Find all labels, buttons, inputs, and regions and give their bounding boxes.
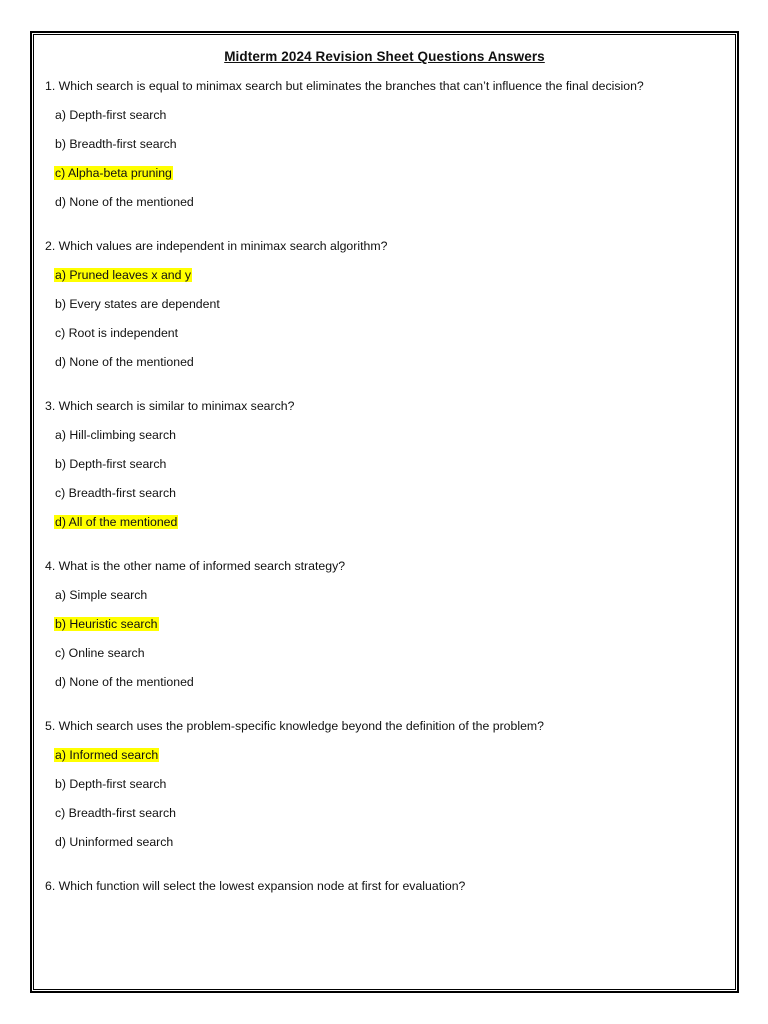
answer-option bbox=[54, 428, 727, 443]
question-block bbox=[45, 879, 727, 894]
answer-option-label: a) Pruned leaves x and y bbox=[55, 268, 192, 282]
answer-option-highlighted bbox=[54, 268, 727, 283]
question-text: 2. Which values are independent in minimax search algorithm? bbox=[45, 239, 388, 253]
answer-option bbox=[54, 486, 727, 501]
answer-option-label: c) Root is independent bbox=[55, 326, 179, 340]
answer-option bbox=[54, 355, 727, 370]
page-title: Midterm 2024 Revision Sheet Questions Answers bbox=[224, 49, 545, 64]
answer-option-highlighted bbox=[54, 515, 727, 530]
answer-option bbox=[54, 137, 727, 152]
answer-option-label: b) Depth-first search bbox=[55, 457, 167, 471]
answer-option bbox=[54, 326, 727, 341]
answer-option bbox=[54, 806, 727, 821]
answer-option-label: a) Hill-climbing search bbox=[55, 428, 176, 442]
answer-option-highlighted bbox=[54, 166, 727, 181]
question-text: 3. Which search is similar to minimax search? bbox=[45, 399, 295, 413]
answer-option-label: b) Every states are dependent bbox=[55, 297, 220, 311]
answer-option bbox=[54, 777, 727, 792]
answer-option-label: a) Simple search bbox=[55, 588, 148, 602]
answer-option-label: c) Breadth-first search bbox=[55, 806, 176, 820]
answer-option bbox=[54, 297, 727, 312]
answer-option-label: d) None of the mentioned bbox=[55, 675, 194, 689]
answer-option bbox=[54, 588, 727, 603]
question-block bbox=[45, 239, 727, 370]
answer-option-label: c) Online search bbox=[55, 646, 145, 660]
question-text: 4. What is the other name of informed search strategy? bbox=[45, 559, 346, 573]
answer-option-label: b) Depth-first search bbox=[55, 777, 167, 791]
answer-option-label: d) None of the mentioned bbox=[55, 355, 194, 369]
answer-option-highlighted bbox=[54, 748, 727, 763]
answer-option-label: a) Depth-first search bbox=[55, 108, 167, 122]
question-text: 6. Which function will select the lowest expansion node at first for evaluation? bbox=[45, 879, 466, 893]
answer-option bbox=[54, 108, 727, 123]
question-block bbox=[45, 559, 727, 690]
answer-option-label: d) All of the mentioned bbox=[55, 515, 178, 529]
answer-option-label: d) Uninformed search bbox=[55, 835, 174, 849]
answer-option bbox=[54, 675, 727, 690]
question-list bbox=[45, 79, 727, 923]
answer-option-label: b) Heuristic search bbox=[55, 617, 158, 631]
answer-option-label: a) Informed search bbox=[55, 748, 159, 762]
answer-option-label: c) Alpha-beta pruning bbox=[55, 166, 172, 180]
page-frame bbox=[30, 31, 739, 993]
answer-option-label: b) Breadth-first search bbox=[55, 137, 177, 151]
question-block bbox=[45, 79, 727, 210]
answer-option-highlighted bbox=[54, 617, 727, 632]
question-text: 1. Which search is equal to minimax search but eliminates the branches that can’t influence the final decision? bbox=[45, 79, 644, 93]
answer-option bbox=[54, 835, 727, 850]
question-block bbox=[45, 719, 727, 850]
question-block bbox=[45, 399, 727, 530]
question-text: 5. Which search uses the problem-specific knowledge beyond the definition of the problem? bbox=[45, 719, 544, 733]
answer-option bbox=[54, 195, 727, 210]
answer-option-label: c) Breadth-first search bbox=[55, 486, 176, 500]
answer-option-label: d) None of the mentioned bbox=[55, 195, 194, 209]
answer-option bbox=[54, 457, 727, 472]
answer-option bbox=[54, 646, 727, 661]
